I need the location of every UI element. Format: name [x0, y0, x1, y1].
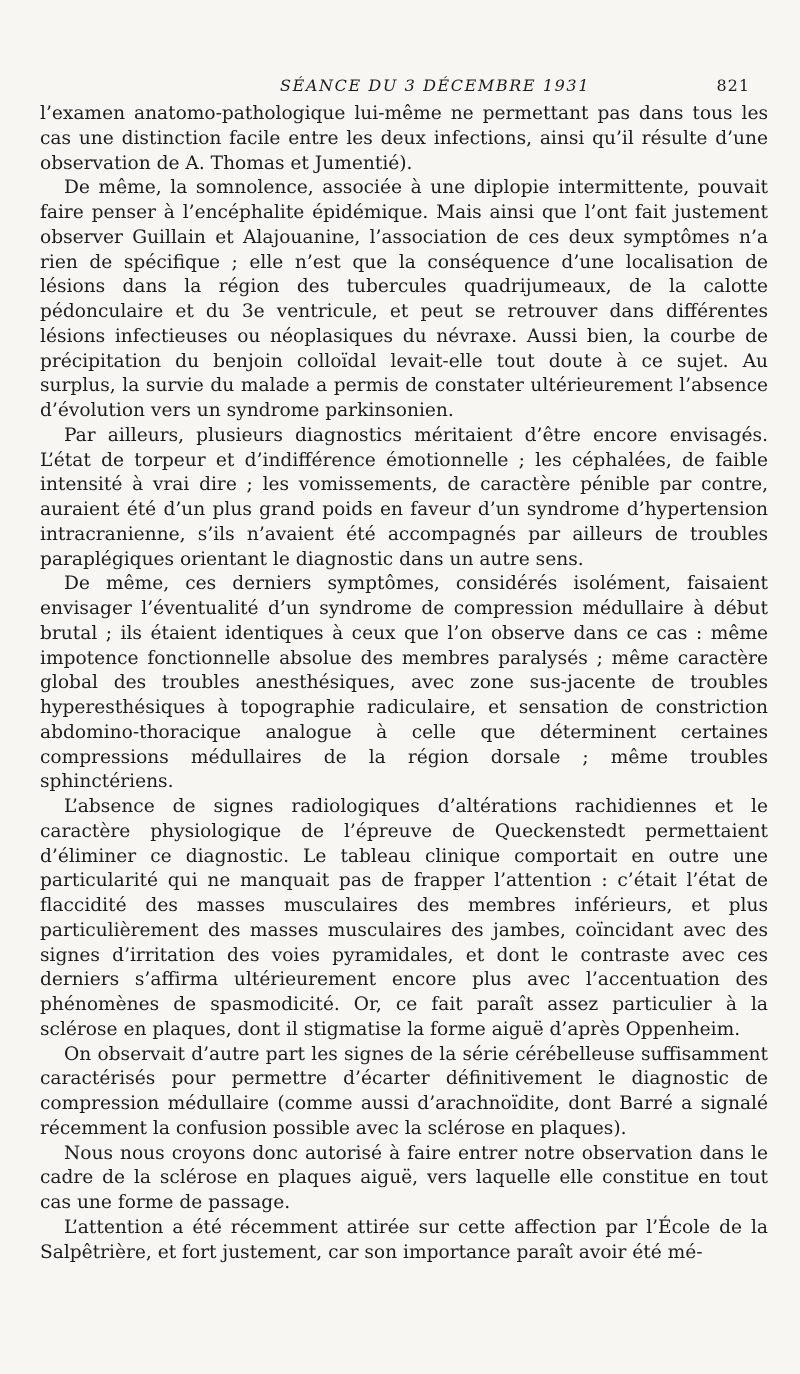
running-title: SÉANCE DU 3 DÉCEMBRE 1931	[280, 76, 590, 95]
paragraph-5: L’absence de signes radiologiques d’altérations rachidiennes et le caractère physiologique de l’épreuve de Queckenstedt permettaient d’éliminer ce diagnostic. Le tableau clinique comportait en outre une particularité qui ne manquait pas de frapper l’attention : c’était l’état de flaccidité des masses musculaires des membres inférieurs, et plus particulièrement des masses musculaires des jambes, coïncidant avec des signes d’irritation des voies pyramidales, et dont le contraste avec ces derniers s’affirma ultérieurement encore plus avec l’accentuation des phénomènes de spasmodicité. Or, ce fait paraît assez particulier à la sclérose en plaques, dont il stigmatise la forme aiguë d’après Oppenheim.	[40, 796, 768, 1040]
paragraph-7: Nous nous croyons donc autorisé à faire entrer notre observation dans le cadre de la sclérose en plaques aiguë, vers laquelle elle constitue en tout cas une forme de passage.	[40, 1142, 768, 1213]
paragraph-2: De même, la somnolence, associée à une diplopie intermittente, pouvait faire penser à l’encéphalite épidémique. Mais ainsi que l’ont fait justement observer Guillain et Alajouanine, l’association de ces deux symptômes n’a rien de spécifique ; elle n’est que la conséquence d’une localisation de lésions dans la région des tubercules quadrijumeaux, de la calotte pédonculaire et du 3e ventricule, et peut se retrouver dans différentes lésions infectieuses ou néoplasiques du névraxe. Aussi bien, la courbe de précipitation du benjoin colloïdal levait-elle tout doute à ce sujet. Au surplus, la survie du malade a permis de constater ultérieurement l’absence d’évolution vers un syndrome parkinsonien.	[40, 177, 768, 421]
running-header	[40, 76, 760, 98]
paragraph-8: L’attention a été récemment attirée sur cette affection par l’École de la Salpêtrière, et fort justement, car son importance paraît avoir été mé-	[40, 1216, 768, 1263]
paragraph-4: De même, ces derniers symptômes, considérés isolément, faisaient envisager l’éventualité d’un syndrome de compression médullaire à début brutal ; ils étaient identiques à ceux que l’on observe dans ce cas : même impotence fonctionnelle absolue des membres paralysés ; même caractère global des troubles anesthésiques, avec zone sus-jacente de troubles hyperesthésiques à topographie radiculaire, et sensation de constriction abdomino-thoracique analogue à celle que déterminent certaines compressions médullaires de la région dorsale ; même troubles sphinctériens.	[40, 573, 768, 793]
paragraph-6: On observait d’autre part les signes de la série cérébelleuse suffisamment caractérisés pour permettre d’écarter définitivement le diagnostic de compression médullaire (comme aussi d’arachnoïdite, dont Barré a signalé récemment la confusion possible avec la sclérose en plaques).	[40, 1043, 768, 1139]
body-text	[40, 102, 768, 1265]
paragraph-3: Par ailleurs, plusieurs diagnostics méritaient d’être encore envisagés. L’état de torpeur et d’indifférence émotionnelle ; les céphalées, de faible intensité à vrai dire ; les vomissements, de caractère pénible par contre, auraient été d’un plus grand poids en faveur d’un syndrome d’hypertension intracranienne, s’ils n’avaient été accompagnés par ailleurs de troubles paraplégiques orientant le diagnostic dans un autre sens.	[40, 424, 768, 570]
paragraph-1: l’examen anatomo-pathologique lui-même ne permettant pas dans tous les cas une distinction facile entre les deux infections, ainsi qu’il résulte d’une observation de A. Thomas et Jumentié).	[40, 103, 768, 174]
page-number: 821	[716, 76, 750, 95]
